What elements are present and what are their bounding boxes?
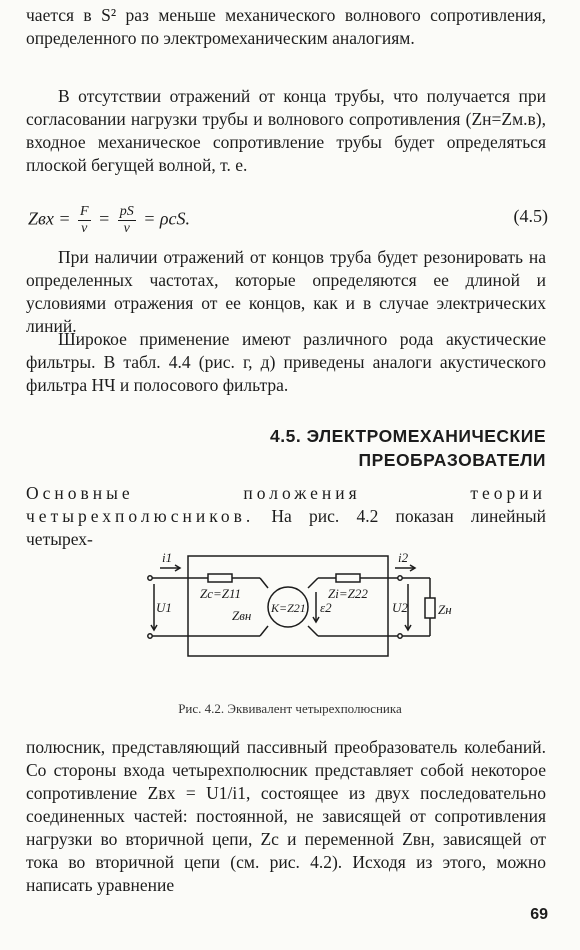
label-u2: U2 bbox=[392, 600, 408, 615]
fraction-1-numerator: F bbox=[79, 204, 89, 219]
label-zc: Zc=Z11 bbox=[200, 586, 242, 601]
formula-lhs: Zвх = bbox=[28, 208, 71, 229]
figure-caption: Рис. 4.2. Эквивалент четырехполюсника bbox=[178, 701, 402, 716]
formula-equals: = bbox=[98, 208, 111, 229]
label-zn: Zн bbox=[438, 602, 452, 617]
label-i1: i1 bbox=[162, 550, 173, 565]
paragraph-5 bbox=[26, 482, 546, 551]
label-zi: Zi=Z22 bbox=[328, 586, 368, 601]
section-heading-line-2: ПРЕОБРАЗОВАТЕЛИ bbox=[358, 450, 546, 470]
circuit-figure bbox=[140, 548, 450, 668]
fraction-ps-over-v bbox=[118, 204, 136, 237]
paragraph-3: При наличии отражений от концов труба будет резонировать на определенных частотах, которые определяются ее длиной и условиями отражения от ее концов, как и в случае электрических линий. bbox=[26, 247, 546, 336]
label-e2: ε2 bbox=[320, 600, 332, 615]
label-i2: i2 bbox=[398, 550, 409, 565]
circuit-diagram bbox=[140, 548, 450, 668]
label-u1: U1 bbox=[156, 600, 172, 615]
section-heading-line-1: 4.5. ЭЛЕКТРОМЕХАНИЧЕСКИЕ bbox=[270, 426, 546, 446]
paragraph-5-spaced-lead: Основные положения теории четырехполюсников. bbox=[26, 483, 546, 526]
paragraph-2: В отсутствии отражений от конца трубы, что получается при согласовании нагрузки трубы и волнового сопротивления (Zн=Zм.в), входное механическое сопротивление трубы будет определяться плоской бегущей волной, т. е. bbox=[26, 86, 546, 175]
paragraph-5-rest: На рис. 4.2 показан линейный четырех- bbox=[26, 506, 546, 549]
formula-number: (4.5) bbox=[513, 206, 548, 226]
formula-4-5 bbox=[28, 194, 548, 238]
formula-expression bbox=[28, 204, 190, 237]
fraction-2-numerator: pS bbox=[119, 204, 134, 219]
fraction-f-over-v bbox=[78, 204, 91, 237]
formula-rhs: = ρcS. bbox=[143, 208, 190, 229]
fraction-2-denominator: v bbox=[123, 221, 130, 236]
load-resistor bbox=[425, 598, 435, 618]
paragraph-4: Широкое применение имеют различного рода акустические фильтры. В табл. 4.4 (рис. г, д) приведены аналоги акустического фильтра НЧ и полосового фильтра. bbox=[26, 329, 546, 395]
paragraph-6: полюсник, представляющий пассивный преобразователь колебаний. Со стороны входа четырехполюсник представляет собой некоторое сопротивление Zвх = U1/i1, состоящее из двух последовательно соединенных частей: постоянной, не зависящей от сопротивления нагрузки во вторичной цепи, Zc и переменной Zвн, зависящей от тока во вторичной цепи (см. рис. 4.2). Исходя из этого, можно написать уравнение bbox=[26, 737, 546, 895]
page-number: 69 bbox=[530, 906, 548, 923]
label-k: K=Z21 bbox=[271, 601, 306, 615]
fraction-1-denominator: v bbox=[81, 221, 88, 236]
label-zvn: Zвн bbox=[232, 608, 252, 623]
paragraph-1: чается в S² раз меньше механического волнового сопротивления, определенного по электромеханическим аналогиям. bbox=[26, 5, 546, 48]
